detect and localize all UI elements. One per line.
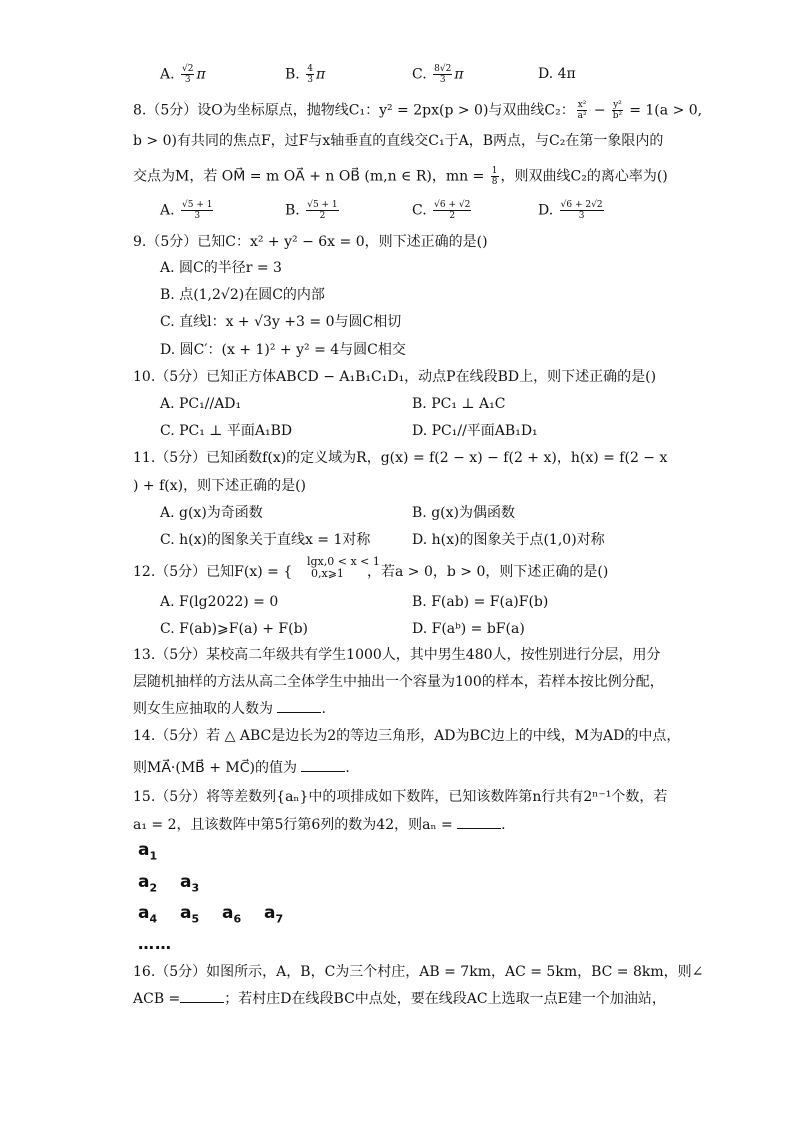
q11-line-2: ) + f(x)，则下述正确的是() bbox=[133, 478, 307, 494]
array-a7: $a_7$ bbox=[264, 903, 284, 926]
q10-option-d: D. PC₁//平面AB₁D₁ bbox=[412, 423, 538, 439]
q12-option-c: C. F(ab)⩾F(a) + F(b) bbox=[160, 621, 309, 637]
q10-option-c: C. PC₁ ⊥ 平面A₁BD bbox=[160, 423, 293, 439]
array-a3: $a_3$ bbox=[180, 872, 200, 895]
q13-line-1: 13.（5分）某校高二年级共有学生1000人，其中男生480人，按性别进行分层，用分 bbox=[133, 647, 661, 663]
q9-option-a: A. 圆C的半径r = 3 bbox=[160, 260, 282, 276]
q7-option-c: C. $\frac{8√2}{3}$ π bbox=[412, 64, 464, 85]
q11-option-b: B. g(x)为偶函数 bbox=[412, 505, 515, 521]
array-ellipsis: …… bbox=[138, 934, 172, 953]
array-a6: $a_6$ bbox=[222, 903, 242, 926]
q12-stem-pre: 12.（5分）已知F(x) = { bbox=[133, 564, 293, 580]
q9-option-c: C. 直线l：x + √3y +3 = 0与圆C相切 bbox=[160, 314, 402, 330]
q9-option-b: B. 点(1,2√2)在圆C的内部 bbox=[160, 287, 325, 303]
q14-line-1: 14.（5分）若 △ ABC是边长为2的等边三角形，AD为BC边上的中线，M为AD的中点， bbox=[133, 728, 681, 744]
q15-line-2: a₁ = 2，且该数阵中第5行第6列的数为42，则aₙ = . bbox=[133, 817, 506, 833]
q16-line-1: 16.（5分）如图所示，A，B，C为三个村庄，AB = 7km，AC = 5km，BC = 8km，则∠ bbox=[133, 964, 704, 980]
q8-line-1: 8.（5分）设O为坐标原点，抛物线C₁：y² = 2px(p > 0)与双曲线C₂： $\frac{\text{x²}}{\text{a²}}$ − $\frac{\text{y²}}{\text{b²}}$ = 1(a > 0, bbox=[133, 100, 703, 121]
q15-line-1: 15.（5分）将等差数列{aₙ}中的项排成如下数阵，已知该数阵第n行共有2ⁿ⁻¹个数，若 bbox=[133, 789, 668, 805]
q10-option-b: B. PC₁ ⊥ A₁C bbox=[412, 396, 506, 412]
array-a1: $a_1$ bbox=[138, 840, 158, 863]
q8-option-a: A. $\frac{√5 + 1}{3}$ bbox=[160, 200, 213, 221]
q10-option-a: A. PC₁//AD₁ bbox=[160, 396, 242, 412]
q14-line-2: 则MA⃗·(MB⃗ + MC⃗)的值为 . bbox=[133, 760, 350, 776]
q8-line-3: 交点为M，若 OM⃗ = m OA⃗ + n OB⃗ (m,n ∈ R)，mn = $\frac{1}{8}$ ，则双曲线C₂的离心率为() bbox=[133, 166, 668, 187]
q12-option-a: A. F(lg2022) = 0 bbox=[160, 594, 279, 610]
q8-option-b: B. $\frac{√5 + 1}{2}$ bbox=[285, 200, 338, 221]
q12-piece-2: 0,x⩾1 bbox=[311, 567, 344, 580]
q12-option-d: D. F(aᵇ) = bF(a) bbox=[412, 621, 525, 637]
array-a2: $a_2$ bbox=[138, 872, 158, 895]
q12-option-b: B. F(ab) = F(a)F(b) bbox=[412, 594, 549, 610]
q8-option-c: C. $\frac{√6 + √2}{2}$ bbox=[412, 200, 471, 221]
q8-option-d: D. $\frac{√6 + 2√2}{3}$ bbox=[538, 200, 603, 221]
q12-stem-post: ，若a > 0，b > 0，则下述正确的是() bbox=[367, 564, 609, 580]
q16-answer-blank bbox=[180, 990, 224, 1003]
q13-line-3: 则女生应抽取的人数为 . bbox=[133, 701, 326, 717]
q11-line-1: 11.（5分）已知函数f(x)的定义域为R，g(x) = f(2 − x) − f(2 + x)，h(x) = f(2 − x bbox=[133, 450, 668, 466]
q7-option-a: A. $\frac{√2}{3}$ π bbox=[160, 64, 206, 85]
array-a5: $a_5$ bbox=[180, 903, 200, 926]
q13-answer-blank bbox=[277, 700, 321, 713]
q13-line-2: 层随机抽样的方法从高二全体学生中抽出一个容量为100的样本，若样本按比例分配， bbox=[133, 674, 664, 690]
array-a4: $a_4$ bbox=[138, 903, 158, 926]
q11-option-d: D. h(x)的图象关于点(1,0)对称 bbox=[412, 532, 605, 548]
q16-line-2: ACB = ；若村庄D在线段BC中点处，要在线段AC上选取一点E建一个加油站， bbox=[133, 991, 666, 1007]
q10-stem: 10.（5分）已知正方体ABCD − A₁B₁C₁D₁，动点P在线段BD上，则下述正确的是() bbox=[133, 369, 657, 385]
q9-option-d: D. 圆C′：(x + 1)² + y² = 4与圆C相交 bbox=[160, 342, 406, 358]
q7-option-b: B. $\frac{4}{3}$ π bbox=[285, 64, 326, 85]
q8-line-2: b > 0)有共同的焦点F，过F与x轴垂直的直线交C₁于A，B两点，与C₂在第一象限内的 bbox=[133, 133, 664, 149]
q11-option-a: A. g(x)为奇函数 bbox=[160, 505, 263, 521]
q14-answer-blank bbox=[301, 759, 345, 772]
q7-option-d: D. 4π bbox=[538, 66, 576, 82]
q9-stem: 9.（5分）已知C：x² + y² − 6x = 0，则下述正确的是() bbox=[133, 234, 488, 250]
q11-option-c: C. h(x)的图象关于直线x = 1对称 bbox=[160, 532, 371, 548]
q12-piece-1: lgx,0 < x < 1 bbox=[307, 555, 380, 568]
q15-answer-blank bbox=[457, 816, 501, 829]
